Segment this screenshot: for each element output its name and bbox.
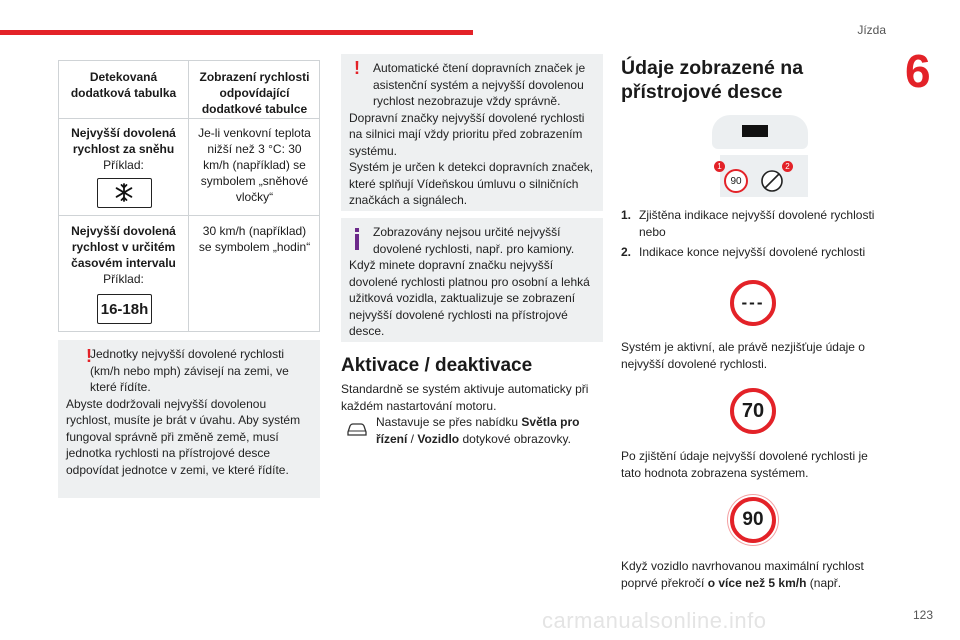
note-lead: Automatické čtení dopravních značek je asistenční systém a nejvyšší dovolenou rychlost nezobrazuje vždy správně. — [373, 61, 586, 108]
note-lead: Zobrazovány nejsou určité nejvyšší dovolené rychlosti, např. pro kamiony. — [373, 225, 575, 256]
list-item-number: 2. — [621, 245, 632, 259]
menu-text-suffix: dotykové obrazovky. — [459, 431, 571, 446]
note-text: Dopravní značky nejvyšší dovolené rychlosti na silnici mají vždy prioritu před zobrazením systému. — [349, 110, 585, 158]
list-item-text: Zjištěna indikace nejvyšší dovolené rychlosti nebo — [639, 208, 875, 239]
note-text: Když minete dopravní značku nejvyšší dovolené rychlosti platnou pro osobní a lehká užitková vozidla, zaktualizuje se zobrazení nejvyšší dovolené rychlosti na přístrojové desce. — [349, 258, 590, 338]
table-divider — [59, 118, 319, 119]
note-text: Systém je určen k detekci dopravních značek, které splňují Vídeňskou úmluvu o silničních značkách a signálech. — [349, 160, 594, 207]
row-description: 30 km/h (například) se symbolem „hodin“ — [198, 224, 311, 254]
text-limit-detected: Po zjištění údaje nejvyšší dovolené rychlosti je tato hodnota zobrazena systémem. — [621, 449, 868, 480]
snowflake-icon — [98, 179, 150, 206]
row-title: Nejvyšší dovolená rychlost za sněhu — [71, 126, 176, 156]
car-settings-icon — [345, 420, 369, 438]
menu-text-prefix: Nastavuje se přes nabídku — [376, 415, 522, 429]
text-emphasis: o více než 5 km/h — [707, 575, 807, 590]
text-part: Když vozidlo navrhovanou maximální rychlost poprvé překročí — [621, 559, 864, 590]
text-system-active: Systém je aktivní, ale právě nezjišťuje údaje o nejvyšší dovolené rychlosti. — [621, 340, 865, 371]
warning-note-units — [58, 340, 320, 498]
table-header-display: Zobrazení rychlosti odpovídající dodatkové tabulce — [199, 70, 310, 116]
speed-sign-70: 70 — [730, 388, 776, 434]
speed-limit-sign-small: 90 — [724, 169, 748, 193]
list-item — [621, 207, 886, 240]
instrument-panel-diagram — [712, 115, 808, 197]
row-example-label: Příklad: — [103, 158, 144, 172]
activation-menu-text — [376, 414, 596, 447]
menu-separator: / — [407, 431, 418, 446]
text-part: (např. — [806, 575, 842, 590]
table-row — [59, 223, 188, 287]
menu-path-lights: Světla pro řízení — [376, 415, 580, 446]
row-description: Je-li venkovní teplota nižší než 3 °C: 30 km/h (například) se symbolem „sněhové vločky“ — [198, 126, 311, 204]
chapter-accent-bar — [0, 30, 473, 35]
table-header-detected: Detekovaná dodatková tabulka — [70, 70, 177, 100]
info-note — [341, 218, 603, 342]
legend-list — [621, 207, 886, 261]
info-icon — [355, 234, 359, 250]
callout-badge-1: 1 — [714, 161, 725, 172]
chapter-number: 6 — [905, 45, 931, 97]
menu-path-vehicle: Vozidlo — [417, 431, 460, 446]
list-item — [621, 244, 886, 261]
table-row — [59, 125, 188, 173]
display-block — [742, 125, 768, 137]
time-interval-sign: 16-18h — [97, 294, 152, 324]
note-text: Abyste dodržovali nejvyšší dovolenou rychlost, musíte je brát v úvahu. Aby systém fungoval správně při změně země, musí jednotka rychlosti na přístrojové desce odpovídat jednotce v zemi, ve které řídíte. — [66, 396, 301, 477]
warning-note-auto-reading — [341, 54, 603, 211]
text-speed-exceeded — [621, 558, 886, 591]
warning-icon: ! — [86, 346, 92, 366]
row-title: Nejvyšší dovolená rychlost v určitém časovém intervalu — [71, 224, 176, 270]
snowflake-sign — [97, 178, 152, 208]
warning-icon: ! — [354, 58, 360, 78]
list-item-text: Indikace konce nejvyšší dovolené rychlosti — [639, 245, 866, 259]
section-heading-display: Údaje zobrazené na přístrojové desce — [621, 57, 804, 103]
page-header-title: Jízda — [857, 23, 886, 37]
note-lead: Jednotky nejvyšší dovolené rychlosti (km/h nebo mph) závisejí na zemi, ve které řídíte. — [90, 347, 289, 394]
watermark: carmanualsonline.info — [542, 608, 767, 633]
speed-sign-90-flashing: 90 — [730, 497, 776, 543]
activation-text: Standardně se systém aktivuje automaticky při každém nastartování motoru. — [341, 382, 589, 413]
speed-sign-no-data: --- — [730, 280, 776, 326]
table-divider — [59, 215, 319, 216]
list-item-number: 1. — [621, 208, 632, 222]
end-of-limit-icon — [760, 169, 784, 193]
row-example-label: Příklad: — [103, 272, 144, 286]
supplementary-sign-table — [58, 60, 320, 332]
page-number: 123 — [913, 608, 934, 622]
section-heading-activation: Aktivace / deaktivace — [341, 355, 533, 376]
callout-badge-2: 2 — [782, 161, 793, 172]
